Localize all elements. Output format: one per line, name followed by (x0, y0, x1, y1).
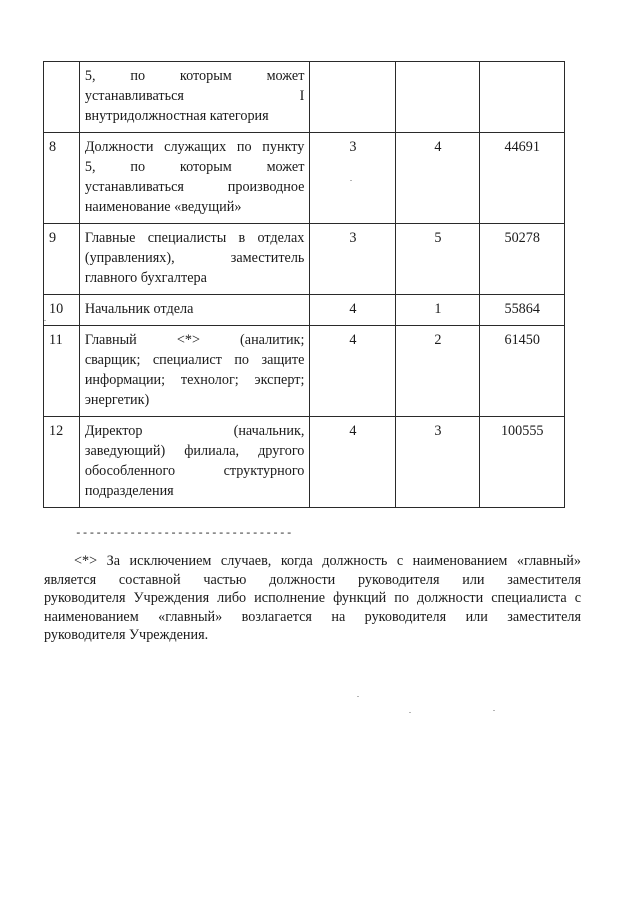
position-title (79, 133, 310, 224)
table-row (44, 62, 565, 133)
salary-value: 50278 (480, 224, 565, 295)
position-title-line: подразделения (84, 483, 174, 499)
footnote (44, 552, 581, 645)
qualification-level: 3 (310, 133, 396, 224)
position-title-line: внутридолжностная категория (84, 108, 269, 124)
position-title-line: устанавливаться I (84, 88, 305, 104)
scan-speck (350, 180, 352, 181)
position-title-line: Главный <*> (аналитик; (84, 332, 305, 348)
scan-speck (493, 710, 495, 711)
qualification-level: 4 (310, 295, 396, 326)
footnote-line: является составной частью должности руководителя или заместителя (44, 571, 581, 588)
footnote-line: руководителя Учреждения. (44, 627, 209, 643)
salary-table (43, 61, 565, 508)
position-title (79, 326, 310, 417)
row-number: 11 (44, 326, 80, 417)
qualification-level: 3 (310, 224, 396, 295)
position-title-line: энергетик) (84, 392, 150, 408)
position-title (79, 224, 310, 295)
qualification-sublevel: 2 (396, 326, 480, 417)
qualification-level: 4 (310, 417, 396, 508)
row-number (44, 62, 80, 133)
position-title-line: 5, по которым может (84, 159, 305, 175)
qualification-sublevel (396, 62, 480, 133)
table-row (44, 133, 565, 224)
scan-speck (409, 712, 411, 713)
position-title-line: Начальник отдела (84, 301, 194, 317)
qualification-level: 4 (310, 326, 396, 417)
salary-value (480, 62, 565, 133)
footnote-separator: -------------------------------- (75, 528, 293, 540)
table-row (44, 295, 565, 326)
qualification-sublevel: 4 (396, 133, 480, 224)
position-title-line: Главные специалисты в отделах (84, 230, 305, 246)
position-title-line: обособленного структурного (84, 463, 305, 479)
salary-value: 55864 (480, 295, 565, 326)
position-title-line: (управлениях), заместитель (84, 250, 305, 266)
footnote-line: руководителя Учреждения либо исполнение функций по должности специалиста с (44, 590, 581, 606)
position-title-line: заведующий) филиала, другого (84, 443, 305, 459)
table-row (44, 224, 565, 295)
position-title (79, 62, 310, 133)
position-title-line: 5, по которым может (84, 68, 305, 84)
footnote-line: наименованием «главный» возлагается на руководителя или заместителя (44, 608, 581, 625)
position-title-line: главного бухгалтера (84, 270, 207, 286)
position-title-line: информации; технолог; эксперт; (84, 372, 305, 388)
position-title (79, 295, 310, 326)
footnote-line: <*> За исключением случаев, когда должность с наименованием «главный» (74, 553, 581, 569)
scan-speck (357, 696, 359, 697)
position-title-line: устанавливаться производное (84, 179, 305, 195)
row-number: 12 (44, 417, 80, 508)
position-title-line: наименование «ведущий» (84, 199, 242, 215)
qualification-sublevel: 1 (396, 295, 480, 326)
row-number: 10 (44, 295, 80, 326)
row-number: 9 (44, 224, 80, 295)
salary-value: 61450 (480, 326, 565, 417)
position-title-line: Должности служащих по пункту (84, 139, 305, 155)
qualification-sublevel: 5 (396, 224, 480, 295)
position-title-line: Директор (начальник, (84, 423, 305, 439)
row-number: 8 (44, 133, 80, 224)
table-row (44, 417, 565, 508)
qualification-sublevel: 3 (396, 417, 480, 508)
qualification-level (310, 62, 396, 133)
table-row (44, 326, 565, 417)
salary-value: 100555 (480, 417, 565, 508)
position-title-line: сварщик; специалист по защите (84, 352, 305, 368)
scan-speck (44, 320, 46, 321)
salary-value: 44691 (480, 133, 565, 224)
position-title (79, 417, 310, 508)
